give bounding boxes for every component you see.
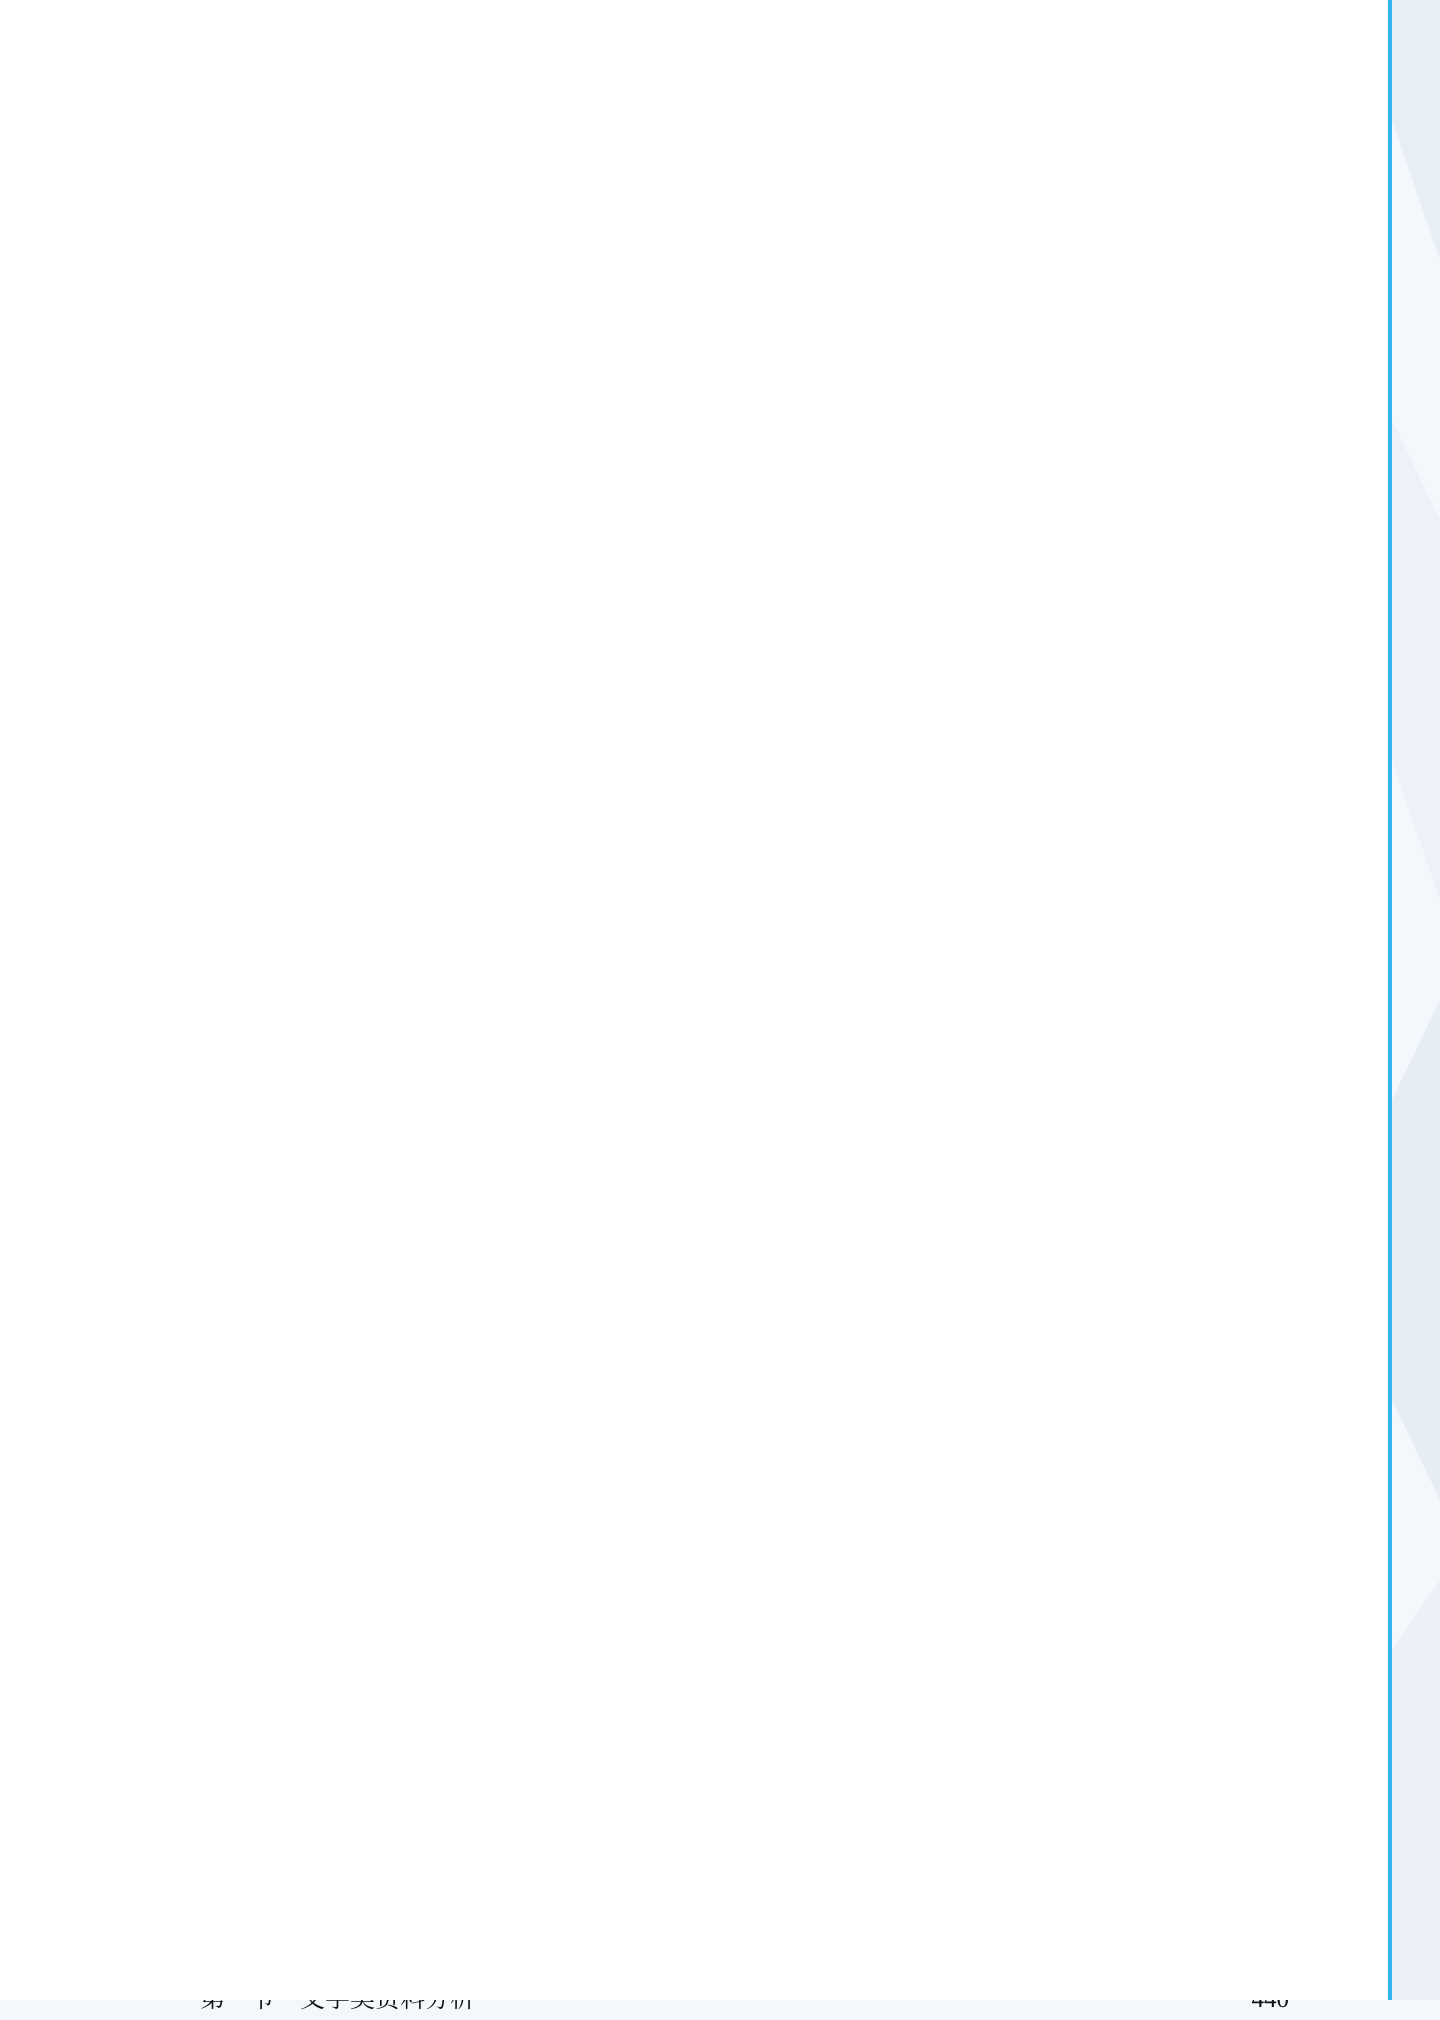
page-border-accent xyxy=(1388,0,1392,2000)
